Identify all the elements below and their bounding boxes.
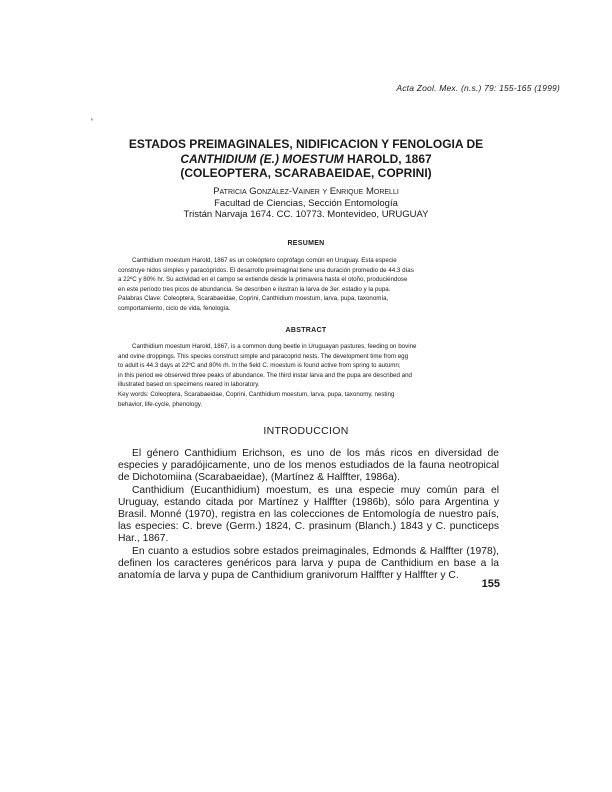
body-paragraph: El género Canthidium Erichson, es uno de los más ricos en diversidad de especies y paradójicamente, uno de los menos estudiados de la fauna neotropical de Dichotomiina (Scarabaeidae), (Martínez & Halffter, 1986a). bbox=[118, 448, 499, 484]
resumen-heading: RESUMEN bbox=[287, 240, 325, 247]
abstract-line: Key words: Coleoptera, Scarabaeidae, Coprini, Canthidium moestum, larva, pupa, taxonomy, nesting bbox=[118, 390, 395, 398]
title-author-year: HAROLD, 1867 bbox=[343, 151, 432, 166]
abstract-text bbox=[118, 342, 500, 409]
abstract-line: and ovine droppings. This species construct simple and paracoprid nests. The development time from egg bbox=[118, 352, 409, 360]
paper-title bbox=[60, 137, 552, 181]
margin-mark: ' bbox=[91, 117, 93, 127]
abstract-heading: ABSTRACT bbox=[285, 327, 327, 334]
author-address: Tristán Narvaja 1674. CC. 10773. Montevideo, URUGUAY bbox=[183, 209, 429, 220]
resumen-line: Canthidium moestum Harold, 1867 es un coleóptero coprófago común en Uruguay. Esta especie bbox=[132, 257, 397, 264]
title-line-2 bbox=[60, 152, 552, 167]
author-block bbox=[60, 186, 552, 221]
resumen-line: comportamiento, ciclo de vida, fenología. bbox=[118, 304, 231, 312]
body-paragraph: En cuanto a estudios sobre estados preimaginales, Edmonds & Halffter (1978), definen los caracteres genéricos para larva y pupa de Canthidium en base a la anatomía de larva y pupa de Canthidium granivorum Halffter y Halffter y C. bbox=[118, 545, 499, 582]
resumen-line: a 22ºC y 80% hr. Su actividad en el campo se extiende desde la primavera hasta el otoño, produciéndose bbox=[118, 276, 408, 284]
abstract-line: in this period we observed three peaks of abundance. The third instar larva and the pupa are described and bbox=[118, 371, 412, 379]
body-paragraph: Canthidium (Eucanthidium) moestum, es una especie muy común para el Uruguay, estando citada por Martínez y Halffter (1986b), sólo para Argentina y Brasil. Monné (1970), registra en las colecciones de Entomología de nuestro país, las especies: C. breve (Germ.) 1824, C. prasinum (Blanch.) 1843 y C. puncticeps Har., 1867. bbox=[118, 484, 499, 545]
abstract-line: illustrated based on specimens reared in laboratory. bbox=[118, 381, 260, 389]
resumen-line: construye nidos simples y paracópridos. El desarrollo preimaginal tiene una duración promedio de 44.3 días bbox=[118, 266, 414, 274]
resumen-line: en este período tres picos de abundancia. Se describen e ilustran la larva de 3er. estadio y la pupa. bbox=[118, 285, 391, 293]
resumen-text bbox=[118, 256, 500, 314]
title-species: CANTHIDIUM (E.) MOESTUM bbox=[180, 151, 344, 166]
title-line-1: ESTADOS PREIMAGINALES, NIDIFICACION Y FENOLOGIA DE bbox=[128, 137, 484, 151]
abstract-line: to adult is 44.3 days at 22ºC and 80% rh. In the field C. moestum is found active from spring to autumn; bbox=[118, 362, 401, 370]
abstract-line: Canthidium moestum Harold, 1867, is a common dung beetle in Uruguayan pastures, feeding on bovine bbox=[132, 343, 417, 350]
abstract-line: behavior, life-cycle, phenology. bbox=[118, 400, 203, 408]
introduccion-body bbox=[118, 448, 499, 582]
title-line-3: (COLEOPTERA, SCARABAEIDAE, COPRINI) bbox=[180, 166, 432, 180]
introduccion-heading: INTRODUCCION bbox=[263, 425, 349, 437]
author-names: Patricia González-Vainer y Enrique Morelli bbox=[213, 186, 399, 197]
journal-header: Acta Zool. Mex. (n.s.) 79: 155-165 (1999) bbox=[396, 83, 560, 93]
resumen-line: Palabras Clave: Coleoptera, Scarabaeidae, Coprini, Canthidium moestum, larva, pupa, taxonomía, bbox=[118, 295, 389, 303]
author-affiliation: Facultad de Ciencias, Sección Entomología bbox=[214, 197, 398, 209]
page-number: 155 bbox=[481, 578, 500, 590]
